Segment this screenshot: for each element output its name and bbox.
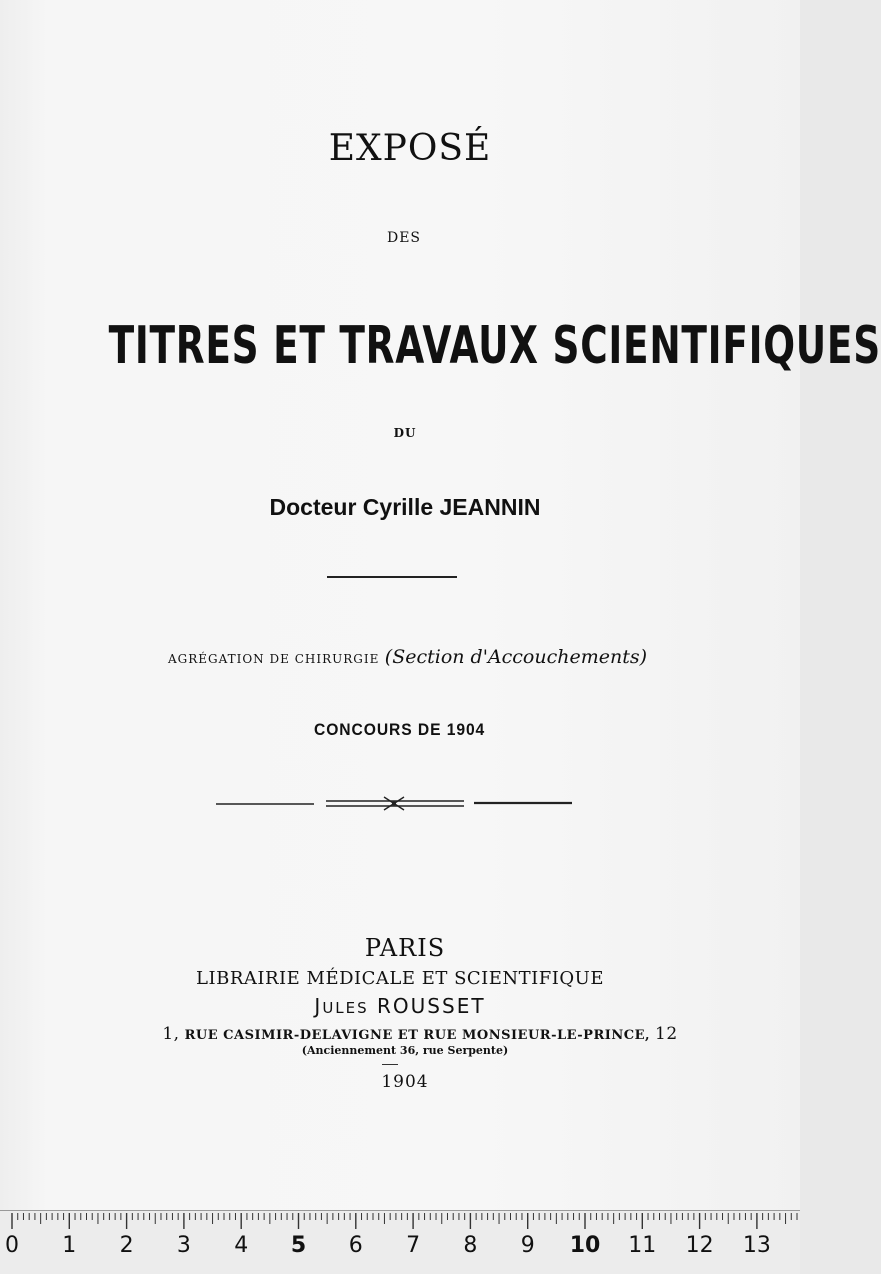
address-text: RUE CASIMIR-DELAVIGNE ET RUE MONSIEUR-LE-PRINCE, xyxy=(184,1028,650,1043)
ruler-label: 0 xyxy=(5,1233,19,1258)
agregation-line xyxy=(0,646,800,668)
former-address: (Anciennement 36, rue Serpente) xyxy=(301,1044,509,1057)
ruler-label: 7 xyxy=(406,1233,421,1258)
ruler-label: 2 xyxy=(119,1233,134,1258)
publisher-first-rest: ULES xyxy=(322,999,369,1017)
ruler-label: 8 xyxy=(463,1233,478,1258)
ruler-label: 6 xyxy=(348,1233,363,1258)
concours-title: CONCOURS DE 1904 xyxy=(314,720,486,739)
title-expose: EXPOSÉ xyxy=(328,128,492,169)
separator-rule xyxy=(327,576,457,578)
ruler-label: 5 xyxy=(290,1233,307,1258)
address-number-end: 12 xyxy=(655,1024,678,1044)
publisher-name xyxy=(0,994,800,1018)
measuring-ruler xyxy=(0,1210,800,1274)
title-du: DU xyxy=(393,426,417,440)
agregation-prefix: AGRÉGATION DE CHIRURGIE xyxy=(167,652,380,666)
publisher-city: PARIS xyxy=(364,934,446,962)
ruler-label: 4 xyxy=(234,1233,249,1258)
ornament-divider-icon xyxy=(214,792,574,814)
author-name: Docteur Cyrille JEANNIN xyxy=(269,494,541,520)
address-number-start: 1, xyxy=(162,1024,180,1044)
ruler-label: 9 xyxy=(520,1233,535,1258)
main-title: TITRES ET TRAVAUX SCIENTIFIQUES xyxy=(108,316,881,376)
ruler-label: 11 xyxy=(628,1233,657,1258)
publisher-address xyxy=(0,1024,800,1044)
publisher-house: LIBRAIRIE MÉDICALE ET SCIENTIFIQUE xyxy=(196,968,604,989)
ruler-label: 10 xyxy=(569,1233,601,1258)
publisher-first-initial: J xyxy=(314,994,323,1018)
agregation-section: (Section d'Accouchements) xyxy=(384,646,648,668)
ruler-label: 1 xyxy=(62,1233,77,1258)
ruler-label: 3 xyxy=(176,1233,191,1258)
ruler-label: 13 xyxy=(742,1233,771,1258)
title-des: DES xyxy=(386,230,422,246)
publication-year: 1904 xyxy=(381,1072,429,1092)
year-dash xyxy=(382,1064,398,1065)
ruler-label: 12 xyxy=(685,1233,714,1258)
publisher-last-name: ROUSSET xyxy=(377,994,486,1018)
